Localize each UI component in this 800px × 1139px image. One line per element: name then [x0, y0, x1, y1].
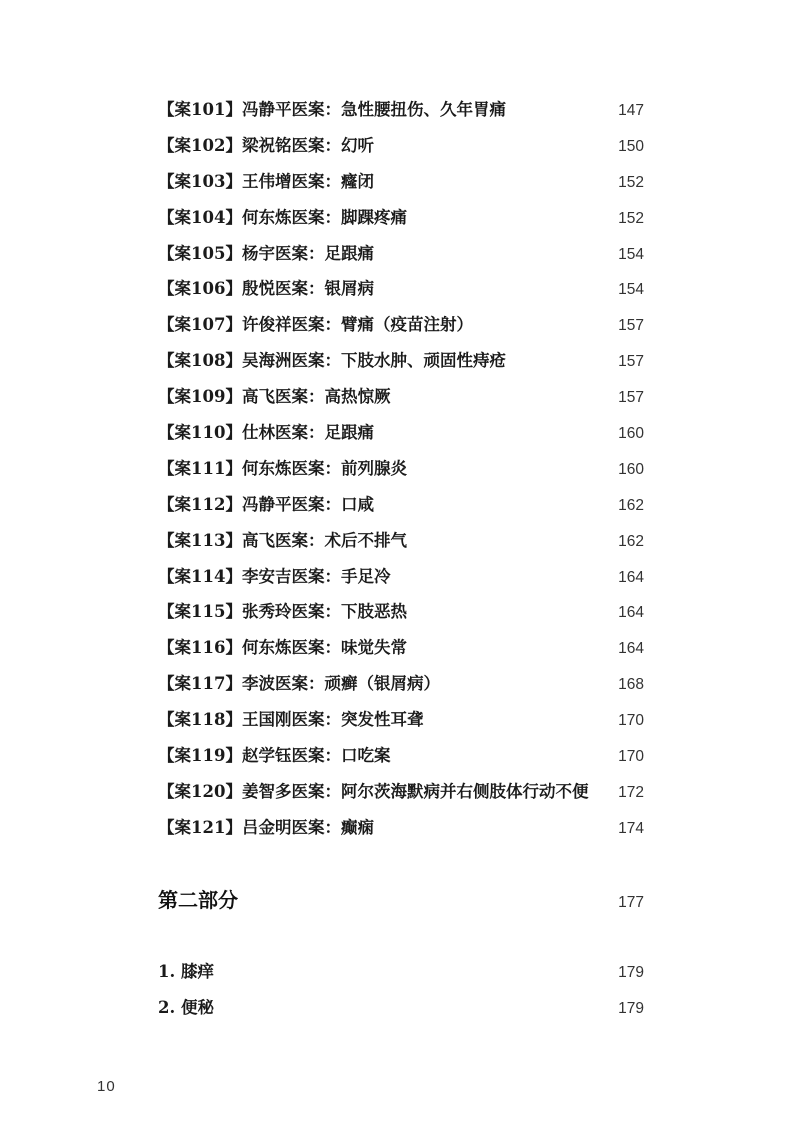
- toc-sub-entry-title: 1. 膝痒: [158, 962, 214, 981]
- toc-page-number: 179: [618, 1000, 644, 1017]
- toc-sub-entry-title: 2. 便秘: [158, 998, 214, 1017]
- toc-row-case-119[interactable]: [158, 738, 644, 774]
- toc-sub-list: [158, 954, 644, 1026]
- toc-page-number: 154: [618, 245, 644, 263]
- toc-page-number: 152: [618, 173, 644, 191]
- toc-page-number: 179: [618, 964, 644, 981]
- toc-entry-title: 【案107】许俊祥医案：臂痛（疫苗注射）: [158, 315, 473, 335]
- toc-page-number: 172: [618, 783, 644, 801]
- toc-entry-title: 【案103】王伟增医案：癃闭: [158, 171, 374, 191]
- toc-page-number: 157: [618, 317, 644, 335]
- toc-page-number: 164: [618, 568, 644, 586]
- toc-entry-title: 【案104】何东炼医案：脚踝疼痛: [158, 207, 407, 227]
- toc-page-number: 164: [618, 640, 644, 658]
- toc-entry-title: 【案116】何东炼医案：味觉失常: [158, 638, 407, 658]
- toc-page-number: 168: [618, 676, 644, 694]
- toc-row-case-110[interactable]: [158, 415, 644, 451]
- toc-entry-title: 【案113】高飞医案：术后不排气: [158, 530, 407, 550]
- toc-entry-title: 【案121】吕金明医案：癫痫: [158, 817, 374, 837]
- toc-page-number: 162: [618, 532, 644, 550]
- toc-row-case-116[interactable]: [158, 630, 644, 666]
- toc-sub-row-2[interactable]: [158, 990, 644, 1026]
- toc-page-number: 164: [618, 604, 644, 622]
- toc-entry-title: 【案105】杨宇医案：足跟痛: [158, 243, 374, 263]
- toc-row-case-113[interactable]: [158, 523, 644, 559]
- toc-page-number: 170: [618, 712, 644, 730]
- toc-entry-title: 【案108】吴海洲医案：下肢水肿、顽固性痔疮: [158, 351, 506, 371]
- toc-entry-title: 【案111】何东炼医案：前列腺炎: [158, 458, 407, 478]
- toc-row-case-108[interactable]: [158, 343, 644, 379]
- toc-row-case-121[interactable]: [158, 810, 644, 846]
- toc-row-case-117[interactable]: [158, 666, 644, 702]
- section-title: 第二部分: [158, 888, 238, 912]
- toc-page-number: 174: [618, 819, 644, 837]
- footer-page-number: 10: [97, 1078, 116, 1095]
- toc-row-case-120[interactable]: [158, 774, 644, 810]
- toc-page-number: 160: [618, 460, 644, 478]
- toc-row-case-104[interactable]: [158, 200, 644, 236]
- toc-page-number: 162: [618, 496, 644, 514]
- toc-entry-title: 【案110】仕林医案：足跟痛: [158, 423, 374, 443]
- toc-entry-title: 【案114】李安吉医案：手足冷: [158, 566, 391, 586]
- section-page-number: 177: [618, 894, 644, 911]
- toc-row-case-106[interactable]: [158, 271, 644, 307]
- toc-row-case-118[interactable]: [158, 702, 644, 738]
- toc-page-number: 170: [618, 748, 644, 766]
- toc-entry-title: 【案112】冯静平医案：口咸: [158, 494, 374, 514]
- toc-page-number: 157: [618, 389, 644, 407]
- toc-entry-title: 【案118】王国刚医案：突发性耳聋: [158, 710, 424, 730]
- toc-case-list: [158, 92, 644, 846]
- toc-entry-title: 【案109】高飞医案：高热惊厥: [158, 387, 391, 407]
- toc-row-case-107[interactable]: [158, 307, 644, 343]
- toc-sub-row-1[interactable]: [158, 954, 644, 990]
- toc-row-case-109[interactable]: [158, 379, 644, 415]
- toc-entry-title: 【案102】梁祝铭医案：幻听: [158, 135, 374, 155]
- toc-page-number: 154: [618, 281, 644, 299]
- toc-row-case-103[interactable]: [158, 164, 644, 200]
- toc-row-case-105[interactable]: [158, 236, 644, 272]
- toc-page-number: 160: [618, 425, 644, 443]
- toc-entry-title: 【案119】赵学钰医案：口吃案: [158, 746, 391, 766]
- toc-row-case-115[interactable]: [158, 594, 644, 630]
- toc-row-case-112[interactable]: [158, 487, 644, 523]
- toc-entry-title: 【案106】殷悦医案：银屑病: [158, 279, 374, 299]
- toc-page-number: 157: [618, 353, 644, 371]
- toc-page-number: 150: [618, 137, 644, 155]
- toc-row-case-111[interactable]: [158, 451, 644, 487]
- toc-entry-title: 【案120】姜智多医案：阿尔茨海默病并右侧肢体行动不便: [158, 781, 589, 801]
- toc-section-heading-row[interactable]: [158, 884, 644, 913]
- toc-entry-title: 【案101】冯静平医案：急性腰扭伤、久年胃痛: [158, 100, 506, 119]
- toc-page-number: 147: [618, 102, 644, 119]
- toc-row-case-114[interactable]: [158, 559, 644, 595]
- toc-page-number: 152: [618, 209, 644, 227]
- toc-row-case-102[interactable]: [158, 128, 644, 164]
- toc-row-case-101[interactable]: [158, 92, 644, 128]
- toc-entry-title: 【案117】李波医案：顽癣（银屑病）: [158, 674, 440, 694]
- toc-entry-title: 【案115】张秀玲医案：下肢恶热: [158, 602, 407, 622]
